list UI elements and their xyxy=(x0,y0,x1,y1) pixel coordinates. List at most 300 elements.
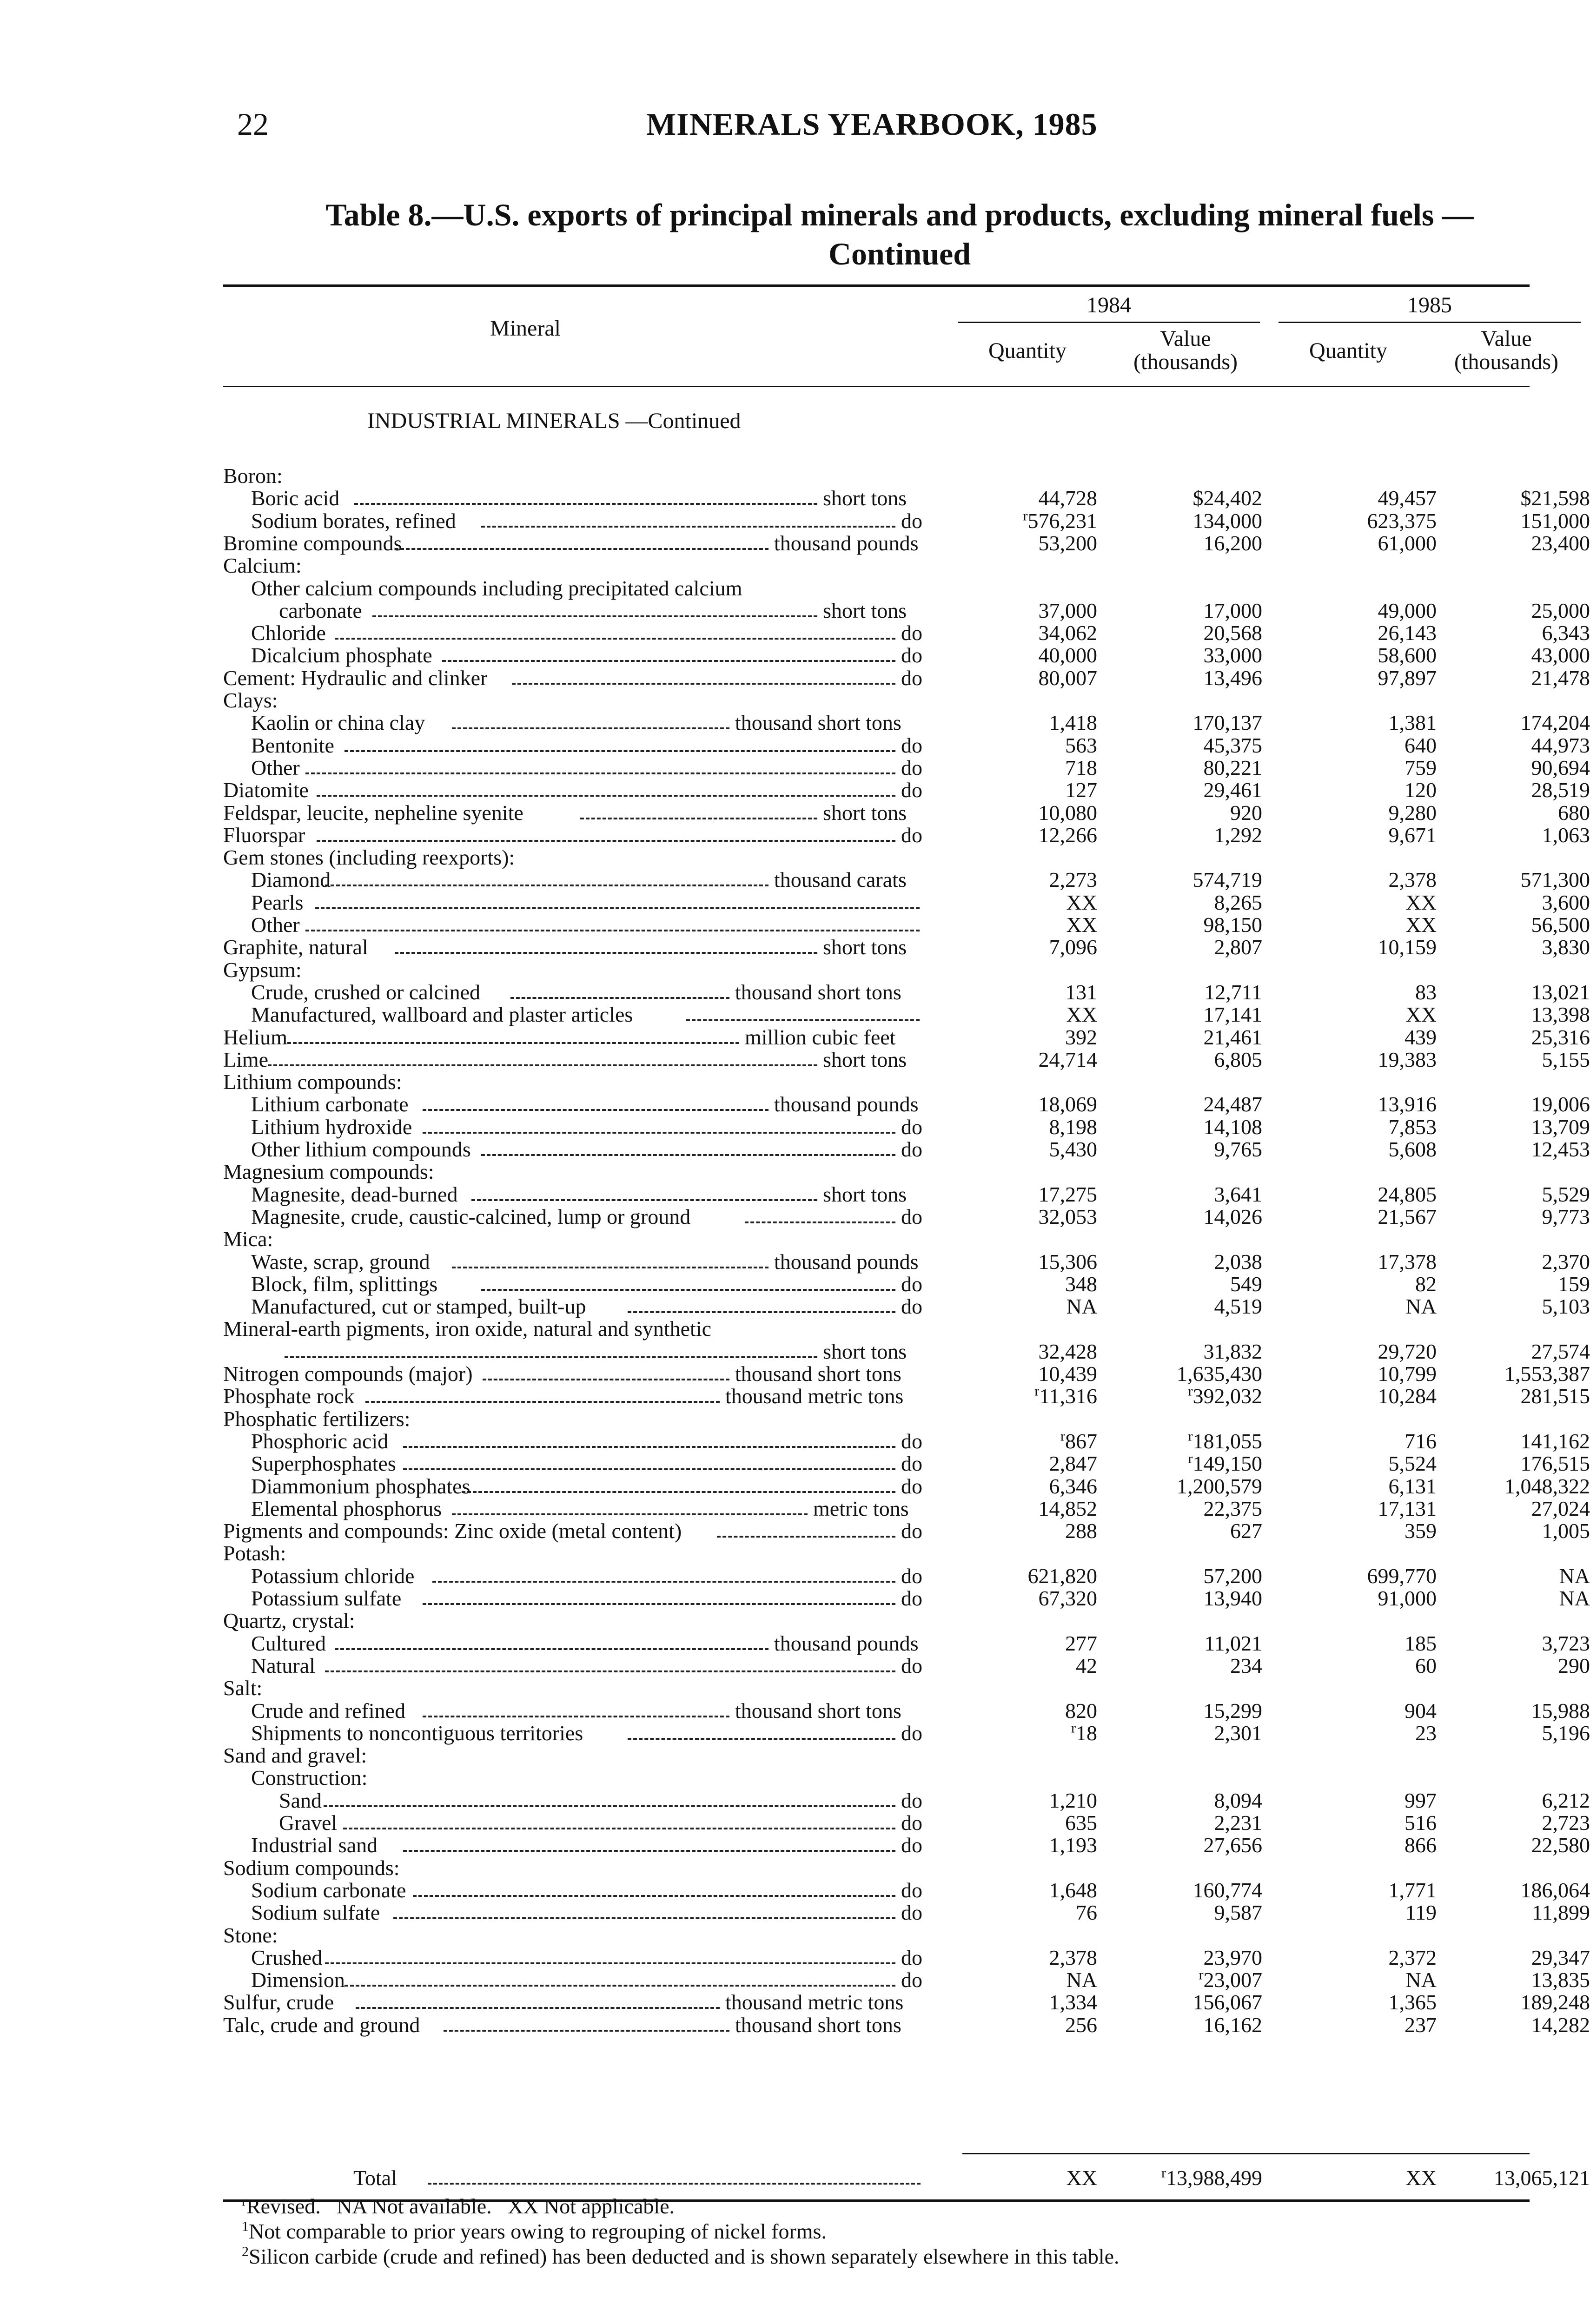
value-1984: 23,970 xyxy=(1203,1945,1262,1969)
row-unit: do xyxy=(901,1452,922,1476)
row-unit: do xyxy=(901,1586,922,1610)
total-label: Total xyxy=(353,2166,397,2190)
row-label: Sodium carbonate xyxy=(251,1878,406,1902)
table-row xyxy=(223,1564,1590,1588)
value-1984: 31,832 xyxy=(1203,1339,1262,1363)
value-1985: 3,830 xyxy=(1542,935,1590,959)
quantity-1985: 997 xyxy=(1404,1788,1437,1812)
quantity-1984 xyxy=(962,1722,1097,1744)
table-row xyxy=(223,778,1590,802)
header-value-1984 xyxy=(1106,327,1265,374)
total-value-1984: $^r$13,988,499 xyxy=(1161,2165,1262,2190)
row-label: Mica: xyxy=(223,1227,273,1251)
row-unit: do xyxy=(901,1945,922,1969)
value-1984: 920 xyxy=(1230,800,1262,825)
footnote-mark: 1 xyxy=(242,2218,249,2234)
row-unit: do xyxy=(901,643,922,667)
quantity-1985: 26,143 xyxy=(1378,621,1437,645)
quantity-1985: 10,159 xyxy=(1378,935,1437,959)
value-1985: 23,400 xyxy=(1531,531,1590,555)
quantity-1984: 2,378 xyxy=(1049,1945,1097,1969)
dot-leader xyxy=(343,1828,895,1829)
row-label: Superphosphates xyxy=(251,1452,396,1476)
value-1985: 6,343 xyxy=(1542,621,1590,645)
value-1984: $24,402 xyxy=(1192,486,1262,510)
value-1985: 27,574 xyxy=(1531,1339,1590,1363)
row-label: Boric acid xyxy=(251,486,340,510)
value-1985: 13,835 xyxy=(1531,1968,1590,1992)
row-label: Diammonium phosphates xyxy=(251,1474,470,1498)
quantity-1985: XX xyxy=(1405,890,1437,914)
value-1985: 13,021 xyxy=(1531,980,1590,1004)
quantity-1984: 621,820 xyxy=(1027,1564,1097,1588)
quantity-1984: 15,306 xyxy=(1038,1249,1097,1274)
quantity-1984: 1,648 xyxy=(1049,1878,1097,1902)
table-row xyxy=(223,1451,1590,1476)
value-1984: 15,299 xyxy=(1203,1698,1262,1723)
value-1984: 574,719 xyxy=(1192,868,1262,892)
value-1984-text: 392,032 xyxy=(1192,1384,1262,1408)
dot-leader xyxy=(481,526,895,528)
dot-leader xyxy=(423,1716,729,1717)
quantity-1984: 17,275 xyxy=(1038,1182,1097,1206)
row-label: Lithium compounds: xyxy=(223,1070,402,1094)
value-1984: 9,587 xyxy=(1214,1901,1262,1925)
row-label: Sodium sulfate xyxy=(251,1901,380,1925)
table-row xyxy=(223,1653,1590,1677)
quantity-1985: 9,671 xyxy=(1388,823,1437,847)
page-number: 22 xyxy=(237,106,269,142)
dot-leader xyxy=(452,727,729,729)
header-value-line1: Value xyxy=(1160,326,1211,351)
dot-leader xyxy=(413,1895,895,1897)
table-row xyxy=(223,1228,1530,1250)
dot-leader xyxy=(628,1738,895,1740)
table-row xyxy=(223,666,1590,690)
quantity-1984: 2,847 xyxy=(1049,1452,1097,1476)
row-unit: thousand pounds xyxy=(774,1631,919,1655)
row-label: Potassium sulfate xyxy=(251,1586,402,1610)
row-label: Cultured xyxy=(251,1631,326,1655)
quantity-1984: NA xyxy=(1066,1294,1097,1319)
header-value-line2: (thousands) xyxy=(1133,350,1238,374)
quantity-1984: NA xyxy=(1066,1968,1097,1992)
revised-mark: r xyxy=(1071,1720,1076,1736)
row-unit: do xyxy=(901,1115,922,1139)
dot-leader xyxy=(354,503,817,505)
quantity-1985: 5,524 xyxy=(1388,1452,1437,1476)
row-label: Phosphoric acid xyxy=(251,1429,389,1453)
row-unit: do xyxy=(901,508,922,533)
value-1984: 20,568 xyxy=(1203,621,1262,645)
value-1985: 680 xyxy=(1558,800,1590,825)
value-1985: 13,709 xyxy=(1531,1115,1590,1139)
value-1985: 28,519 xyxy=(1531,778,1590,802)
dot-leader xyxy=(305,930,920,931)
quantity-1984 xyxy=(962,1385,1097,1407)
quantity-1985: NA xyxy=(1405,1294,1437,1319)
dot-leader xyxy=(395,548,768,550)
value-1985: 19,006 xyxy=(1531,1092,1590,1116)
table-row xyxy=(223,465,1530,487)
table-row xyxy=(223,959,1530,981)
value-1984: 134,000 xyxy=(1192,508,1262,533)
table-row xyxy=(223,1586,1590,1610)
value-1984 xyxy=(1123,1385,1262,1407)
table-row xyxy=(223,508,1590,533)
value-1985: 90,694 xyxy=(1531,755,1590,779)
dot-leader xyxy=(305,772,895,774)
row-label: Industrial sand xyxy=(251,1833,378,1857)
row-unit: thousand short tons xyxy=(735,980,901,1004)
quantity-1985: 1,381 xyxy=(1388,711,1437,735)
value-1984: 1,200,579 xyxy=(1177,1474,1262,1498)
value-1984: 24,487 xyxy=(1203,1092,1262,1116)
quantity-1985: 17,378 xyxy=(1378,1249,1437,1274)
row-unit: do xyxy=(901,1519,922,1543)
value-1984: 45,375 xyxy=(1203,733,1262,757)
quantity-1984: 34,062 xyxy=(1038,621,1097,645)
row-label: Other xyxy=(251,755,300,779)
row-label: Calcium: xyxy=(223,554,302,578)
value-1984: 98,150 xyxy=(1203,913,1262,937)
header-value-line1: Value xyxy=(1481,326,1532,351)
row-unit: do xyxy=(901,1901,922,1925)
row-unit: thousand carats xyxy=(774,868,907,892)
row-label: Potash: xyxy=(223,1541,286,1565)
value-1985: 29,347 xyxy=(1531,1945,1590,1969)
row-label: Diatomite xyxy=(223,778,309,802)
dot-leader xyxy=(317,795,895,797)
value-1984: 22,375 xyxy=(1203,1496,1262,1520)
quantity-1985: 716 xyxy=(1404,1429,1437,1453)
dot-leader xyxy=(423,1132,895,1134)
value-1984: 2,231 xyxy=(1214,1811,1262,1835)
value-1985: 9,773 xyxy=(1542,1204,1590,1228)
table-row xyxy=(223,1047,1590,1071)
row-label: Crude and refined xyxy=(251,1698,406,1723)
value-1984: 3,641 xyxy=(1214,1182,1262,1206)
footnote-mark: 2 xyxy=(242,2244,249,2259)
quantity-1985: 21,567 xyxy=(1378,1204,1437,1228)
value-1985: NA xyxy=(1559,1564,1590,1588)
table-row xyxy=(223,1945,1590,1969)
quantity-1984: 127 xyxy=(1065,778,1097,802)
table-row xyxy=(223,1811,1590,1835)
quantity-1985: 82 xyxy=(1415,1272,1437,1296)
quantity-1984: XX xyxy=(1066,913,1097,937)
row-label: Stone: xyxy=(223,1923,278,1947)
dot-leader xyxy=(580,818,817,819)
quantity-1985: 640 xyxy=(1404,733,1437,757)
value-1984: 9,765 xyxy=(1214,1137,1262,1161)
dot-leader xyxy=(403,1850,895,1852)
quantity-1984: 563 xyxy=(1065,733,1097,757)
value-1984: 14,026 xyxy=(1203,1204,1262,1228)
row-unit: do xyxy=(901,1833,922,1857)
table-row xyxy=(223,1182,1590,1206)
quantity-1984: 32,428 xyxy=(1038,1339,1097,1363)
quantity-1985: 904 xyxy=(1404,1698,1437,1723)
row-label: Fluorspar xyxy=(223,823,305,847)
value-1985: 6,212 xyxy=(1542,1788,1590,1812)
quantity-1984: XX xyxy=(1066,1003,1097,1027)
quantity-1984: 42 xyxy=(1076,1653,1097,1677)
row-label: Gem stones (including reexports): xyxy=(223,845,515,870)
row-label: Helium xyxy=(223,1025,287,1049)
footnote xyxy=(242,2244,1451,2269)
row-label: Gypsum: xyxy=(223,957,302,982)
value-1984-text: 181,055 xyxy=(1192,1429,1262,1453)
quantity-1984-text: 576,231 xyxy=(1027,508,1097,533)
value-1985: 13,398 xyxy=(1531,1003,1590,1027)
quantity-1985: 439 xyxy=(1404,1025,1437,1049)
dot-leader xyxy=(444,2030,729,2032)
table-row xyxy=(223,1092,1590,1116)
quantity-1984: 5,430 xyxy=(1049,1137,1097,1161)
dot-leader xyxy=(356,2007,720,2009)
dot-leader xyxy=(372,615,817,617)
row-label: Kaolin or china clay xyxy=(251,711,425,735)
value-1985: 27,024 xyxy=(1531,1496,1590,1520)
quantity-1984: 2,273 xyxy=(1049,868,1097,892)
quantity-1985: 699,770 xyxy=(1367,1564,1437,1588)
table-row xyxy=(223,1383,1590,1408)
quantity-1985: 866 xyxy=(1404,1833,1437,1857)
table-row xyxy=(223,1833,1590,1857)
dot-leader xyxy=(393,1917,895,1919)
table-row xyxy=(223,890,1590,914)
row-label: Magnesite, crude, caustic-calcined, lump or ground xyxy=(251,1204,691,1228)
dot-leader xyxy=(365,1401,720,1403)
value-1984: 14,108 xyxy=(1203,1115,1262,1139)
dot-leader xyxy=(471,1199,817,1201)
footnote-mark: r xyxy=(242,2193,246,2209)
table-row xyxy=(223,531,1590,555)
value-1985: 5,196 xyxy=(1542,1721,1590,1745)
quantity-1985: 49,457 xyxy=(1378,486,1437,510)
quantity-1985: 5,608 xyxy=(1388,1137,1437,1161)
row-unit: do xyxy=(901,778,922,802)
row-label: Quartz, crystal: xyxy=(223,1609,355,1633)
quantity-1985: 91,000 xyxy=(1378,1586,1437,1610)
table-row xyxy=(223,1542,1530,1565)
quantity-1984: 18,069 xyxy=(1038,1092,1097,1116)
quantity-1985: 29,720 xyxy=(1378,1339,1437,1363)
value-1985: 5,103 xyxy=(1542,1294,1590,1319)
row-label: Other calcium compounds including precipitated calcium xyxy=(251,576,742,600)
row-unit: short tons xyxy=(823,1047,907,1071)
table-row xyxy=(223,689,1530,712)
value-1985: 174,204 xyxy=(1520,711,1590,735)
row-label: Sand and gravel: xyxy=(223,1743,367,1768)
table-row xyxy=(223,1720,1590,1745)
row-unit: do xyxy=(901,1811,922,1835)
row-unit: thousand short tons xyxy=(735,1698,901,1723)
value-1984: 160,774 xyxy=(1192,1878,1262,1902)
value-1985: 21,478 xyxy=(1531,666,1590,690)
row-label: Dimension xyxy=(251,1968,345,1992)
quantity-1984: 820 xyxy=(1065,1698,1097,1723)
row-unit: short tons xyxy=(823,1182,907,1206)
row-unit: do xyxy=(901,1564,922,1588)
quantity-1984: 1,210 xyxy=(1049,1788,1097,1812)
quantity-1984 xyxy=(962,1430,1097,1452)
value-1985: 189,248 xyxy=(1520,1990,1590,2014)
row-label: Pigments and compounds: Zinc oxide (metal content) xyxy=(223,1519,682,1543)
value-1985: 186,064 xyxy=(1520,1878,1590,1902)
value-1985: 56,500 xyxy=(1531,913,1590,937)
value-1984: 627 xyxy=(1230,1519,1262,1543)
dot-leader xyxy=(481,1289,895,1291)
quantity-1984: 12,266 xyxy=(1038,823,1097,847)
dot-leader xyxy=(423,1109,768,1111)
table-row xyxy=(223,823,1590,847)
table-row xyxy=(223,846,1530,869)
table-row xyxy=(223,935,1590,959)
quantity-1985: 19,383 xyxy=(1378,1047,1437,1071)
quantity-1985: 1,365 xyxy=(1388,1990,1437,2014)
dot-leader xyxy=(325,1670,895,1672)
row-unit: do xyxy=(901,1137,922,1161)
quantity-1984: 131 xyxy=(1065,980,1097,1004)
row-unit: do xyxy=(901,755,922,779)
page-header xyxy=(237,106,1348,152)
row-unit: thousand metric tons xyxy=(725,1384,904,1408)
row-label: Manufactured, wallboard and plaster articles xyxy=(251,1003,633,1027)
dot-leader xyxy=(344,750,895,752)
row-label: Cement: Hydraulic and clinker xyxy=(223,666,488,690)
quantity-1985: 23 xyxy=(1415,1721,1437,1745)
revised-mark: r xyxy=(1199,1967,1204,1983)
row-unit: thousand pounds xyxy=(774,1249,919,1274)
total-row xyxy=(223,2165,1590,2190)
row-unit: thousand short tons xyxy=(735,1362,901,1386)
quantity-1985: 2,372 xyxy=(1388,1945,1437,1969)
quantity-1984: 6,346 xyxy=(1049,1474,1097,1498)
value-1985: 15,988 xyxy=(1531,1698,1590,1723)
value-1985: 2,370 xyxy=(1542,1249,1590,1274)
quantity-1984: 7,096 xyxy=(1049,935,1097,959)
row-label: Crude, crushed or calcined xyxy=(251,980,481,1004)
value-1984: 33,000 xyxy=(1203,643,1262,667)
row-label: Bentonite xyxy=(251,733,334,757)
table-row xyxy=(223,711,1590,735)
quantity-1984: 67,320 xyxy=(1038,1586,1097,1610)
header-year-1985: 1985 xyxy=(1407,293,1452,317)
table-row xyxy=(223,1071,1530,1093)
dot-leader xyxy=(344,1985,895,1987)
quantity-1985: 623,375 xyxy=(1367,508,1437,533)
value-1985: 3,600 xyxy=(1542,890,1590,914)
value-1985: $21,598 xyxy=(1520,486,1590,510)
quantity-1985: 237 xyxy=(1404,2013,1437,2037)
row-unit: do xyxy=(901,1968,922,1992)
dot-leader xyxy=(442,660,895,662)
footnote-text: Revised. NA Not available. XX Not applicable. xyxy=(246,2194,675,2218)
row-label: Manufactured, cut or stamped, built-up xyxy=(251,1294,586,1319)
value-1985: 25,316 xyxy=(1531,1025,1590,1049)
value-1985: 290 xyxy=(1558,1653,1590,1677)
dot-leader xyxy=(481,1154,895,1156)
quantity-1984: 1,418 xyxy=(1049,711,1097,735)
dot-leader xyxy=(335,638,895,640)
value-1985: 3,723 xyxy=(1542,1631,1590,1655)
dot-leader xyxy=(403,1468,895,1470)
quantity-1985: 83 xyxy=(1415,980,1437,1004)
table-row xyxy=(223,1408,1530,1430)
table-row xyxy=(223,1967,1590,1992)
table-row xyxy=(223,1115,1590,1139)
row-label: Salt: xyxy=(223,1676,263,1700)
row-unit: do xyxy=(901,666,922,690)
row-unit: do xyxy=(901,1653,922,1677)
row-unit: do xyxy=(901,1294,922,1319)
value-1985: NA xyxy=(1559,1586,1590,1610)
value-1984: 27,656 xyxy=(1203,1833,1262,1857)
value-1985: 141,162 xyxy=(1520,1429,1590,1453)
value-1984: 156,067 xyxy=(1192,1990,1262,2014)
row-label: Other xyxy=(251,913,300,937)
quantity-1985: 60 xyxy=(1415,1653,1437,1677)
table-row xyxy=(223,2013,1590,2037)
quantity-1984: 10,439 xyxy=(1038,1362,1097,1386)
table-row xyxy=(223,1428,1590,1453)
row-label: Waste, scrap, ground xyxy=(251,1249,430,1274)
quantity-1984 xyxy=(962,510,1097,532)
row-unit: do xyxy=(901,1474,922,1498)
table-row xyxy=(223,1474,1590,1498)
header-year-1984: 1984 xyxy=(1086,293,1131,317)
header-value-line2: (thousands) xyxy=(1454,350,1558,374)
table-row xyxy=(223,1677,1530,1699)
table-row xyxy=(223,1901,1590,1925)
table-row xyxy=(223,1362,1590,1386)
row-label: Sodium borates, refined xyxy=(251,508,456,533)
quantity-1985: 2,378 xyxy=(1388,868,1437,892)
row-label: Elemental phosphorus xyxy=(251,1496,442,1520)
value-1984-text: 23,007 xyxy=(1203,1968,1262,1992)
quantity-1985: NA xyxy=(1405,1968,1437,1992)
table-row xyxy=(223,1161,1530,1183)
total-quantity-1985: XX xyxy=(1405,2166,1437,2190)
value-1985: 1,005 xyxy=(1542,1519,1590,1543)
row-label: Block, film, splittings xyxy=(251,1272,438,1296)
total-value-1984-text: 13,988,499 xyxy=(1166,2166,1262,2190)
table-row xyxy=(223,1767,1530,1789)
header-mineral: Mineral xyxy=(490,316,561,341)
table-row xyxy=(223,1496,1590,1520)
value-1985: 14,282 xyxy=(1531,2013,1590,2037)
row-unit: do xyxy=(901,621,922,645)
year-1985-rule xyxy=(1279,322,1581,323)
dot-leader xyxy=(335,1648,768,1650)
table-row xyxy=(223,868,1590,892)
row-label: Magnesite, dead-burned xyxy=(251,1182,458,1206)
row-label: Construction: xyxy=(251,1766,368,1790)
quantity-1985: 7,853 xyxy=(1388,1115,1437,1139)
row-label: Sodium compounds: xyxy=(223,1855,400,1880)
quantity-1984: 8,198 xyxy=(1049,1115,1097,1139)
value-1985: 11,899 xyxy=(1532,1901,1590,1925)
row-label: Phosphatic fertilizers: xyxy=(223,1406,411,1431)
table-row xyxy=(223,621,1590,645)
value-1984: 21,461 xyxy=(1203,1025,1262,1049)
row-unit: do xyxy=(901,1204,922,1228)
dot-leader xyxy=(452,1513,808,1515)
row-unit: million cubic feet xyxy=(745,1025,896,1049)
row-label: Lime xyxy=(223,1047,269,1071)
